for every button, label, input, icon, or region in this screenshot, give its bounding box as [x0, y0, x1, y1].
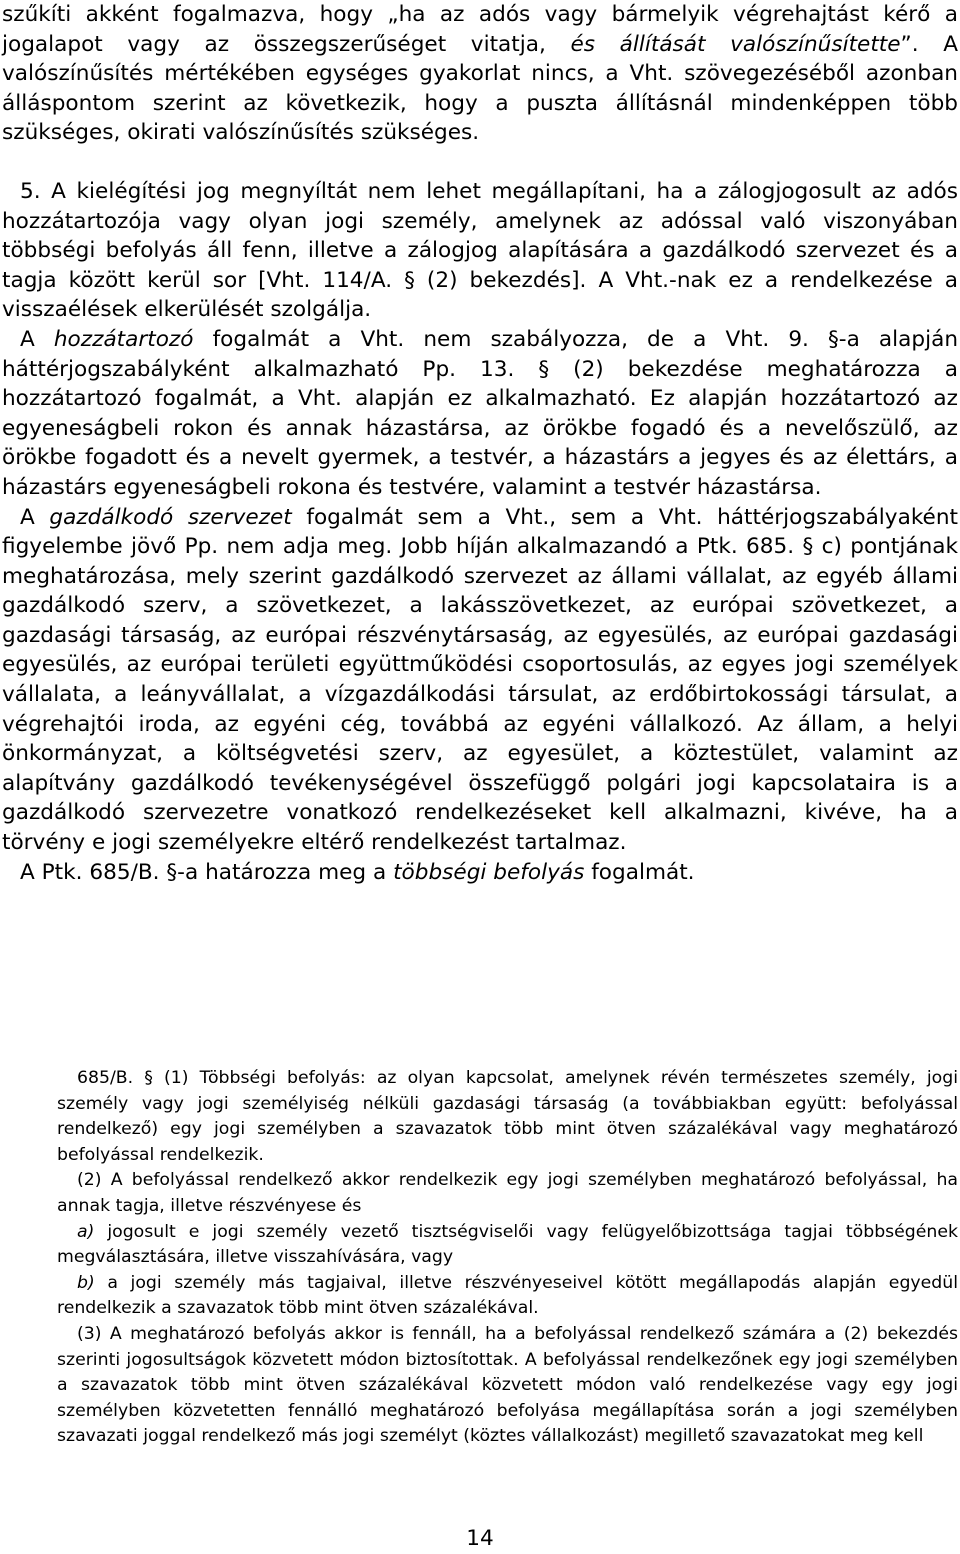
paragraph-kielegitesi-jog: 5. A kielégítési jog megnyíltát nem lehet megállapítani, ha a zálogjogosult az adós hozzátartozója vagy olyan jogi személy, amelynek az adóssal való viszonyában többségi befolyás áll fenn, illetve a zálogjog alapítására a gazdálkodó szervezet és a tagja között kerül sor [Vht. 114/A. § (2) bekezdés]. A Vht.-nak ez a rendelkezése a visszaélések elkerülését szolgálja.	[2, 178, 958, 323]
paragraph-hozzatartozo: A hozzátartozó fogalmát a Vht. nem szabályozza, de a Vht. 9. §-a alapján háttérjogszabályként alkalmazható Pp. 13. § (2) bekezdése meghatározza a hozzátartozó fogalmát, a Vht. alapján ez alkalmazható. Ez alapján hozzátartozó az egyeneságbeli rokon és annak házastársa, az örökbe fogadó és a nevelőszülő, az örökbe fogadott és a nevelt gyermek, a testvér, a házastárs a jegyes és az élettárs, a házastárs egyeneságbeli rokona és testvére, valamint a testvér házastársa.	[2, 326, 959, 500]
page-number: 14	[466, 1526, 494, 1551]
emphasis-hozzatartozo: hozzátartozó	[53, 326, 194, 352]
quote-paragraph-3: (3) A meghatározó befolyás akkor is fennáll, ha a befolyással rendelkező számára a (2) bekezdés szerinti jogosultságok közvetett módon biztosítottak. A befolyással rendelkezőnek egy jogi személyben a szavazatok több mint ötven százalékával közvetett módon való rendelkezése vagy egy jogi személyben közvetetten fennálló meghatározó befolyása megállapítása során a jogi személyben szavazati joggal rendelkező más jogi személyt (köztes vállalkozást) megillető szavazatokat meg kell	[57, 1323, 958, 1447]
quote-paragraph-2: (2) A befolyással rendelkező akkor rendelkezik egy jogi személyben meghatározó befolyással, ha annak tagja, illetve részvényese és	[57, 1170, 958, 1216]
paragraph-valoszinusites: szűkíti akként fogalmazva, hogy „ha az adós vagy bármelyik végrehajtást kérő a jogalapot vagy az összegszerűséget vitatja, és állítását valószínűsítette”. A valószínűsítés mértékében egységes gyakorlat nincs, a Vht. szövegezéséből azonban álláspontom szerint az következik, hogy a puszta állításnál mindenképpen több szükséges, okirati valószínűsítés szükséges.	[2, 2, 958, 146]
emphasis-tobbsegi-befolyas: többségi befolyás	[393, 859, 585, 885]
quote-paragraph-1: 685/B. § (1) Többségi befolyás: az olyan kapcsolat, amelynek révén természetes személy, jogi személy vagy jogi személyiség nélküli gazdasági társaság (a továbbiakban együtt: befolyással rendelkező) egy jogi személyben a szavazatok több mint ötven százalékával vagy meghatározó befolyással rendelkezik.	[57, 1068, 958, 1165]
paragraph-tobbsegi-befolyas: A Ptk. 685/B. §-a határozza meg a többségi befolyás fogalmát.	[20, 859, 695, 885]
emphasis-allitasat: és állítását valószínűsítette	[570, 31, 901, 57]
main-text	[2, 0, 958, 887]
quote-point-b-label: b)	[77, 1272, 95, 1293]
quote-point-a-label: a)	[77, 1221, 95, 1242]
paragraph-gazdalkodo-szervezet: A gazdálkodó szervezet fogalmát sem a Vht., sem a Vht. háttérjogszabályaként figyelembe jövő Pp. nem adja meg. Jobb híján alkalmazandó a Ptk. 685. § c) pontjának meghatározása, mely szerint gazdálkodó szervezet az állami vállalat, az egyéb állami gazdálkodó szerv, a szövetkezet, a lakásszövetkezet, az európai szövetkezet, a gazdasági társaság, az európai részvénytársaság, az egyesülés, az európai gazdasági egyesülés, az európai területi együttműködési csoportosulás, az egyes jogi személyek vállalata, a leányvállalat, a vízgazdálkodási társulat, az erdőbirtokossági társulat, a végrehajtói iroda, az egyéni cég, továbbá az egyéni vállalkozó. Az állam, a helyi önkormányzat, a költségvetési szerv, az egyesület, a köztestület, valamint az alapítvány gazdálkodó tevékenységével összefüggő polgári jogi kapcsolataira is a gazdálkodó szervezetre vonatkozó rendelkezéseket kell alkalmazni, kivéve, ha a törvény e jogi személyekre eltérő rendelkezést tartalmaz.	[2, 504, 958, 856]
emphasis-gazdalkodo-szervezet: gazdálkodó szervezet	[49, 504, 292, 530]
quoted-statute	[57, 1066, 958, 1450]
quote-point-b: b) a jogi személy más tagjaival, illetve részvényeseivel kötött megállapodás alapján egyedül rendelkezik a szavazatok több mint ötven százalékával.	[57, 1272, 958, 1319]
quote-point-a: a) jogosult e jogi személy vezető tisztségviselői vagy felügyelőbizottsága tagjai többségének megválasztására, illetve visszahívására, vagy	[57, 1221, 958, 1268]
